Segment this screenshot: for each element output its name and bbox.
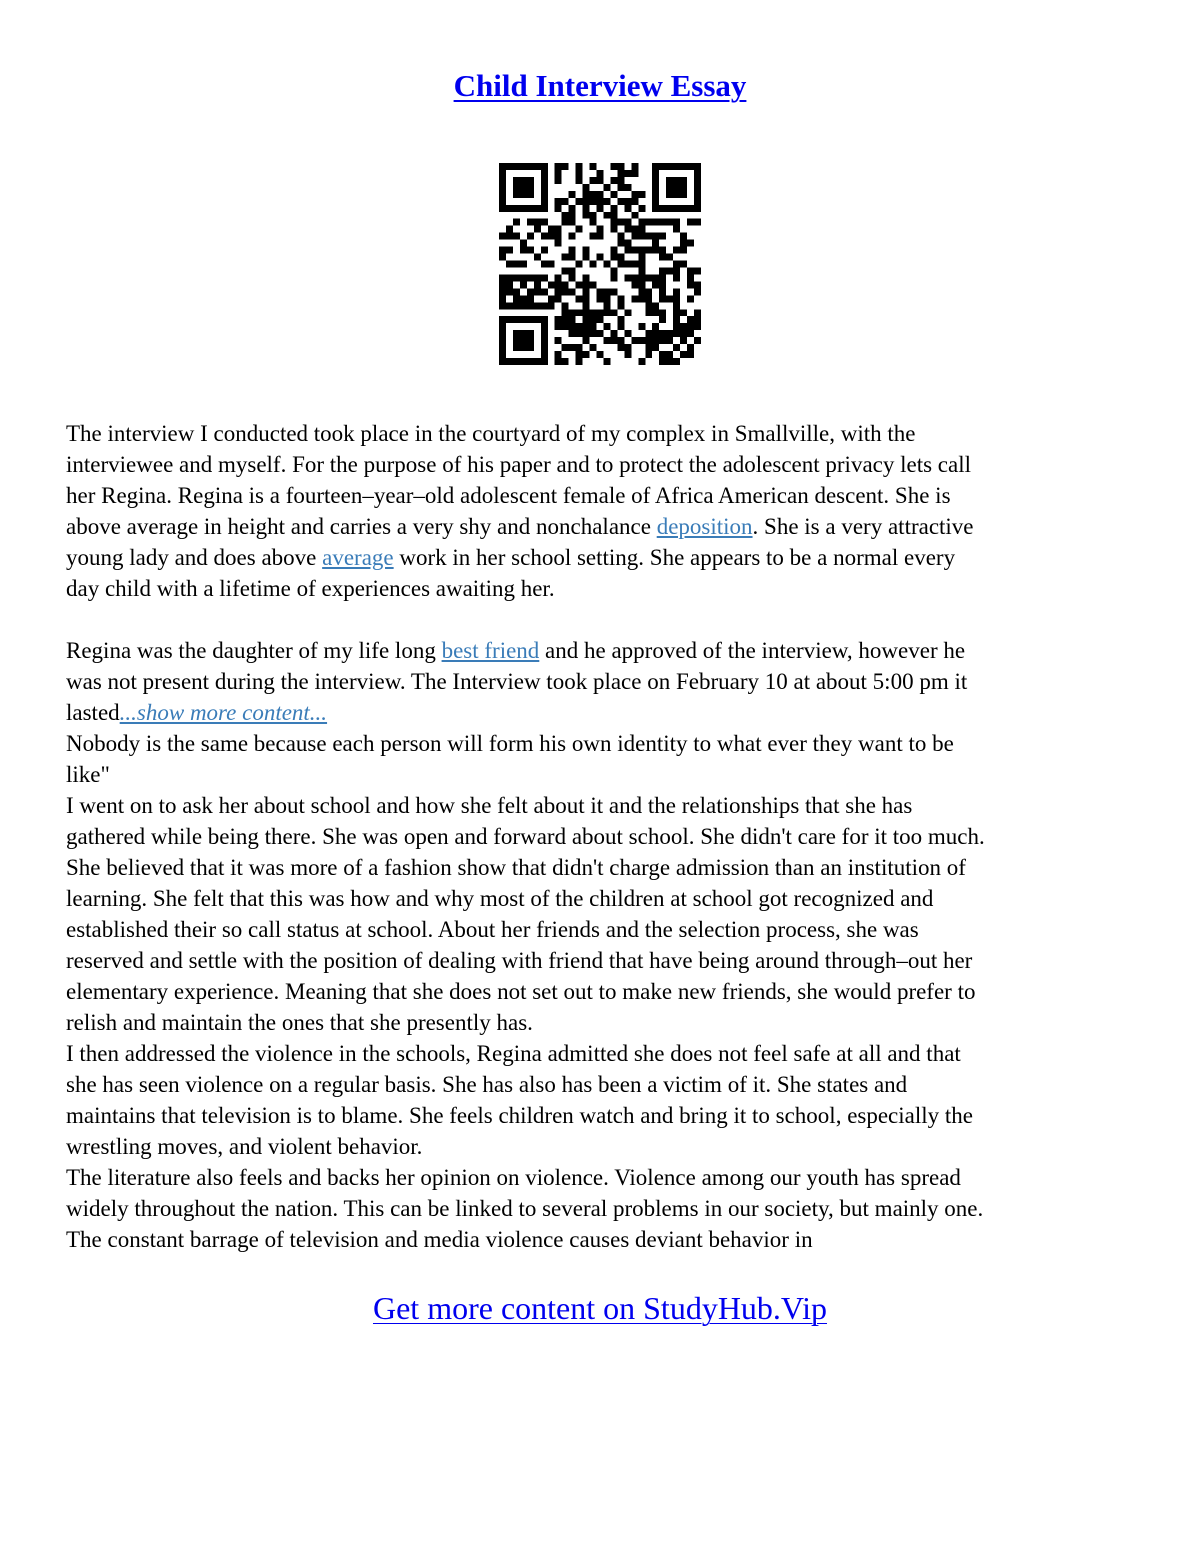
text-line: was not present during the interview. The Interview took place on February 10 at about 5:00 pm it	[66, 669, 968, 694]
text-line: above average in height and carries a very shy and nonchalance deposition. She is a very attractive	[66, 514, 974, 539]
text-line: She believed that it was more of a fashion show that didn't charge admission than an institution of	[66, 855, 966, 880]
paragraph-continued	[66, 728, 1136, 1255]
paragraph-gap	[66, 604, 1136, 635]
text-line: Nobody is the same because each person will form his own identity to what ever they want to be	[66, 731, 954, 756]
text-line: learning. She felt that this was how and why most of the children at school got recognized and	[66, 886, 934, 911]
text-line: I then addressed the violence in the schools, Regina admitted she does not feel safe at all and that	[66, 1041, 961, 1066]
text-line: The interview I conducted took place in the courtyard of my complex in Smallville, with the	[66, 421, 916, 446]
text-line: relish and maintain the ones that she presently has.	[66, 1010, 533, 1035]
text-line: young lady and does above average work in her school setting. She appears to be a normal every	[66, 545, 956, 570]
text-line: like"	[66, 762, 110, 787]
text-line: elementary experience. Meaning that she does not set out to make new friends, she would prefer to	[66, 979, 976, 1004]
text-line: reserved and settle with the position of dealing with friend that have being around through–out her	[66, 948, 973, 973]
text-line: lasted...show more content...	[66, 700, 328, 725]
text-line: Regina was the daughter of my life long best friend and he approved of the interview, however he	[66, 638, 966, 663]
page-title	[0, 64, 1200, 108]
paragraph-intro	[66, 418, 1136, 604]
footer	[0, 1288, 1200, 1328]
text-line: she has seen violence on a regular basis. She has also has been a victim of it. She states and	[66, 1072, 908, 1097]
text-line: gathered while being there. She was open and forward about school. She didn't care for it too much.	[66, 824, 985, 849]
keyword-link-deposition[interactable]: deposition	[656, 514, 753, 539]
text-line: her Regina. Regina is a fourteen–year–old adolescent female of Africa American descent. She is	[66, 483, 951, 508]
text-line: The constant barrage of television and media violence causes deviant behavior in	[66, 1227, 813, 1252]
get-more-content-link[interactable]: Get more content on StudyHub.Vip	[372, 1290, 827, 1326]
text-line: day child with a lifetime of experiences awaiting her.	[66, 576, 555, 601]
qr-code-image	[499, 163, 701, 365]
title-link[interactable]: Child Interview Essay	[453, 68, 747, 103]
text-line: established their so call status at school. About her friends and the selection process, she was	[66, 917, 919, 942]
text-line: wrestling moves, and violent behavior.	[66, 1134, 423, 1159]
text-line: widely throughout the nation. This can be linked to several problems in our society, but mainly one.	[66, 1196, 984, 1221]
show-more-link[interactable]: ...show more content...	[119, 700, 328, 725]
text-line: The literature also feels and backs her opinion on violence. Violence among our youth has spread	[66, 1165, 961, 1190]
paragraph-second	[66, 635, 1136, 728]
text-line: maintains that television is to blame. She feels children watch and bring it to school, especially the	[66, 1103, 973, 1128]
essay-body	[66, 418, 1136, 1255]
keyword-link-best-friend[interactable]: best friend	[441, 638, 540, 663]
keyword-link-average[interactable]: average	[322, 545, 394, 570]
text-line: interviewee and myself. For the purpose of his paper and to protect the adolescent privacy lets call	[66, 452, 971, 477]
text-line: I went on to ask her about school and how she felt about it and the relationships that she has	[66, 793, 913, 818]
